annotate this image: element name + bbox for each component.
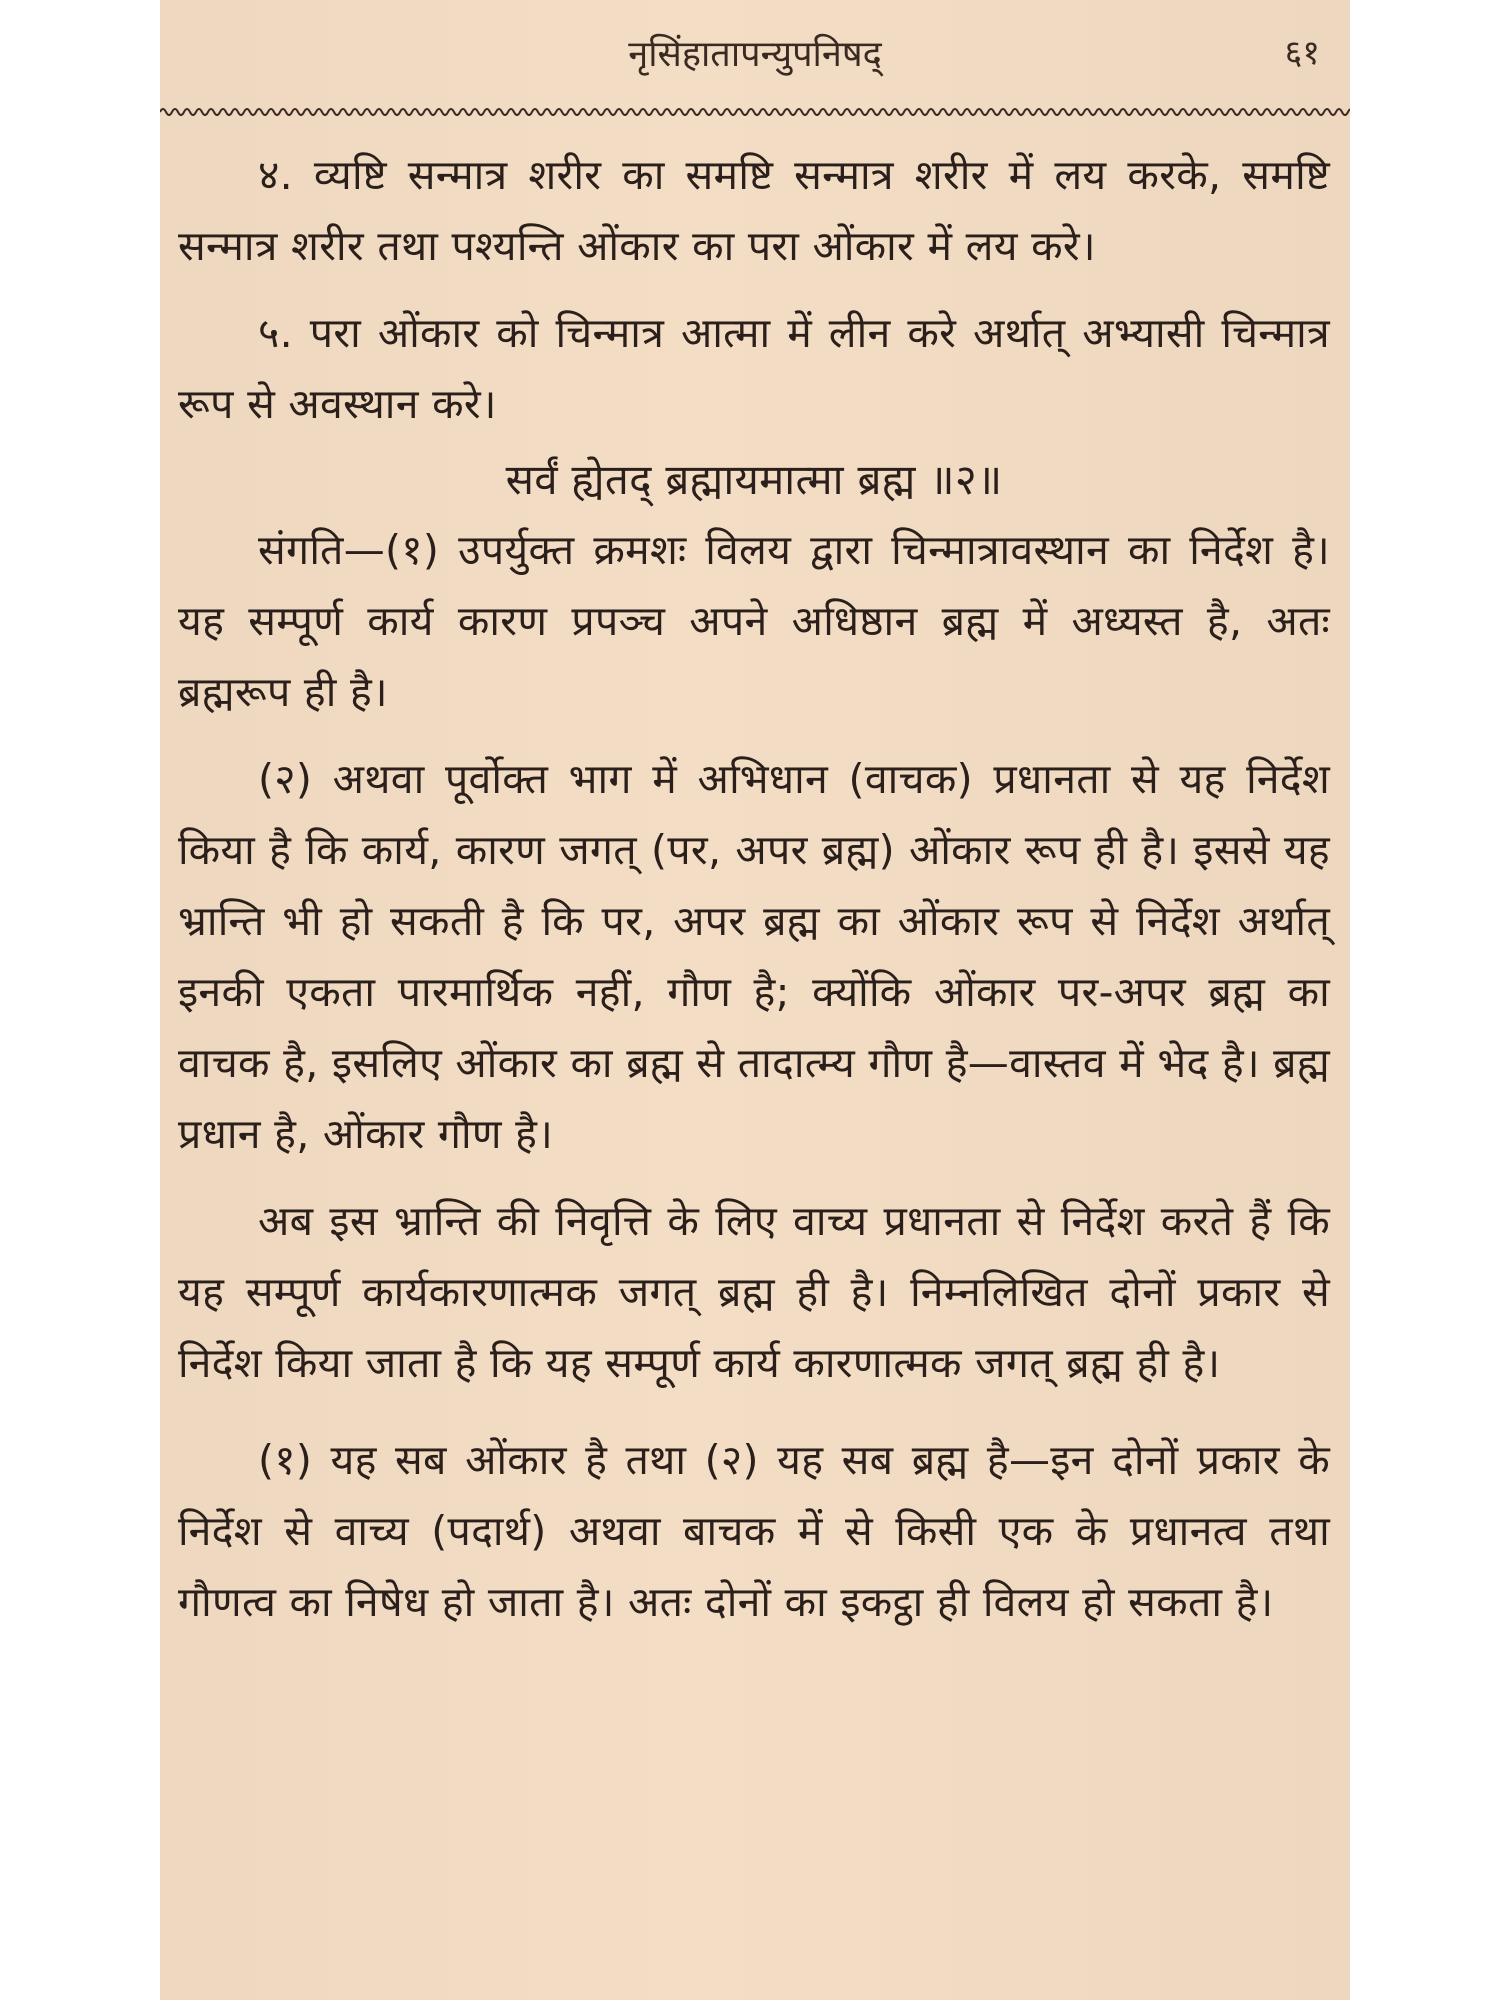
paragraph-explanation-2: (२) अथवा पूर्वोक्त भाग में अभिधान (वाचक) प्रधानता से यह निर्देश किया है कि कार्य, कारण जगत् (पर, अपर ब्रह्म) ओंकार रूप ही है। इससे यह भ्रान्ति भी हो सकती है कि पर, अपर ब्रह्म का ओंकार रूप से निर्देश अर्थात् इनकी एकता पारमार्थिक नहीं, गौण है; क्योंकि ओंकार पर-अपर ब्रह्म का वाचक है, इसलिए ओंकार का ब्रह्म से तादात्म्य गौण है—वास्तव में भेद है। ब्रह्म प्रधान है, ओंकार गौण है। <box>178 755 1330 1158</box>
paragraph-sangati: संगति—(१) उपर्युक्त क्रमशः विलय द्वारा चिन्मात्रावस्थान का निर्देश है। यह सम्पूर्ण कार्य कारण प्रपञ्च अपने अधिष्ठान ब्रह्म में अध्यस्त है, अतः ब्रह्मरूप ही है। <box>178 526 1330 716</box>
page-body <box>178 140 1330 1638</box>
paragraph-step-4: ४. व्यष्टि सन्मात्र शरीर का समष्टि सन्मात्र शरीर में लय करके, समष्टि सन्मात्र शरीर तथा पश्यन्ति ओंकार का परा ओंकार में लय करे। <box>178 151 1330 270</box>
mantra-verse: सर्वं ह्येतद् ब्रह्मायमात्मा ब्रह्म ॥२॥ <box>505 455 1003 504</box>
book-page <box>160 0 1350 2000</box>
wavy-rule <box>160 102 1350 122</box>
paragraph-step-5: ५. परा ओंकार को चिन्मात्र आत्मा में लीन करे अर्थात् अभ्यासी चिन्मात्र रूप से अवस्थान करे। <box>178 309 1330 428</box>
paragraph-conclusion: (१) यह सब ओंकार है तथा (२) यह सब ब्रह्म है—इन दोनों प्रकार के निर्देश से वाच्य (पदार्थ) अथवा बाचक में से किसी एक के प्रधानत्व तथा गौणत्व का निषेध हो जाता है। अतः दोनों का इकट्ठा ही विलय हो सकता है। <box>178 1436 1330 1626</box>
page-number: ६१ <box>1284 33 1320 73</box>
paragraph-clarification: अब इस भ्रान्ति की निवृत्ति के लिए वाच्य प्रधानता से निर्देश करते हैं कि यह सम्पूर्ण कार्यकारणात्मक जगत् ब्रह्म ही है। निम्नलिखित दोनों प्रकार से निर्देश किया जाता है कि यह सम्पूर्ण कार्य कारणात्मक जगत् ब्रह्म ही है। <box>178 1197 1330 1387</box>
page-header <box>160 24 1350 84</box>
running-title: नृसिंहातापन्युपनिषद् <box>628 34 882 75</box>
